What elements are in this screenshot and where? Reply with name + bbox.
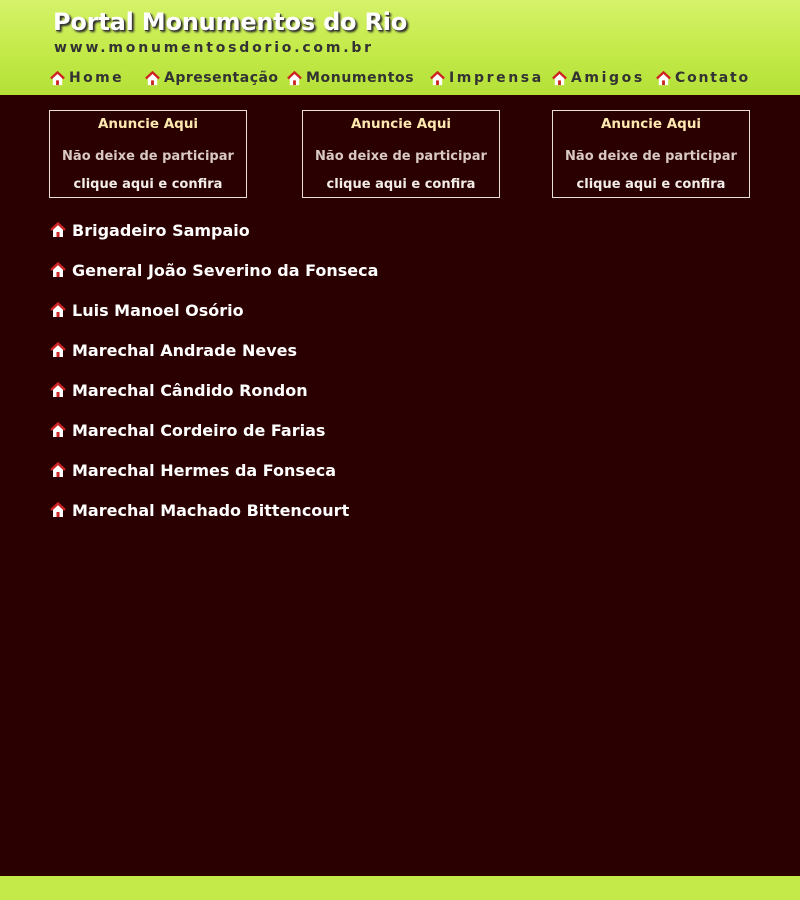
ad-link-text[interactable]: clique aqui e confira — [576, 177, 726, 192]
home-icon — [50, 502, 66, 518]
monument-item[interactable] — [50, 258, 378, 282]
home-icon — [552, 71, 567, 86]
nav-amigos[interactable] — [552, 68, 645, 88]
ad-link-text[interactable]: clique aqui e confira — [73, 177, 223, 192]
monument-link[interactable]: Brigadeiro Sampaio — [72, 220, 250, 240]
home-icon — [50, 302, 66, 318]
monument-item[interactable] — [50, 378, 308, 402]
nav-imprensa[interactable] — [430, 68, 544, 88]
monument-item[interactable] — [50, 418, 325, 442]
monument-link[interactable]: Luis Manoel Osório — [72, 300, 244, 320]
monument-item[interactable] — [50, 458, 336, 482]
site-footer — [0, 876, 800, 900]
monument-item[interactable] — [50, 338, 297, 362]
nav-label: Home — [69, 70, 125, 86]
nav-home[interactable] — [50, 68, 124, 88]
home-icon — [50, 71, 65, 86]
site-title[interactable]: Portal Monumentos do Rio — [53, 8, 408, 36]
home-icon — [145, 71, 160, 86]
ad-text: Não deixe de participar — [565, 149, 737, 164]
ad-link-text[interactable]: clique aqui e confira — [326, 177, 476, 192]
ad-box-3[interactable] — [552, 110, 750, 198]
nav-label: Amigos — [571, 70, 645, 86]
home-icon — [430, 71, 445, 86]
monument-link[interactable]: Marechal Machado Bittencourt — [72, 500, 350, 520]
nav-label: Imprensa — [449, 70, 544, 86]
ad-title: Anuncie Aqui — [350, 116, 452, 132]
site-url[interactable]: www.monumentosdorio.com.br — [54, 40, 374, 56]
home-icon — [656, 71, 671, 86]
nav-label: Contato — [675, 70, 750, 86]
home-icon — [50, 262, 66, 278]
ad-text: Não deixe de participar — [62, 149, 234, 164]
home-icon — [50, 382, 66, 398]
ad-text: Não deixe de participar — [315, 149, 487, 164]
monument-link[interactable]: Marechal Hermes da Fonseca — [72, 460, 337, 480]
ad-box-2[interactable] — [302, 110, 500, 198]
site-header — [0, 0, 800, 95]
monument-link[interactable]: Marechal Andrade Neves — [72, 340, 298, 360]
ad-title: Anuncie Aqui — [97, 116, 199, 132]
monument-link[interactable]: Marechal Cândido Rondon — [72, 380, 308, 400]
main-nav — [0, 68, 800, 90]
monument-item[interactable] — [50, 498, 349, 522]
nav-apresentacao[interactable] — [145, 68, 279, 88]
home-icon — [50, 222, 66, 238]
monument-item[interactable] — [50, 218, 250, 242]
home-icon — [50, 422, 66, 438]
nav-label: Monumentos — [306, 70, 415, 86]
ad-box-1[interactable] — [49, 110, 247, 198]
monument-item[interactable] — [50, 298, 244, 322]
nav-monumentos[interactable] — [287, 68, 414, 88]
monument-link[interactable]: Marechal Cordeiro de Farias — [72, 420, 326, 440]
ad-title: Anuncie Aqui — [600, 116, 702, 132]
home-icon — [287, 71, 302, 86]
monument-link[interactable]: General João Severino da Fonseca — [72, 260, 379, 280]
home-icon — [50, 462, 66, 478]
nav-contato[interactable] — [656, 68, 750, 88]
nav-label: Apresentação — [164, 70, 279, 86]
home-icon — [50, 342, 66, 358]
